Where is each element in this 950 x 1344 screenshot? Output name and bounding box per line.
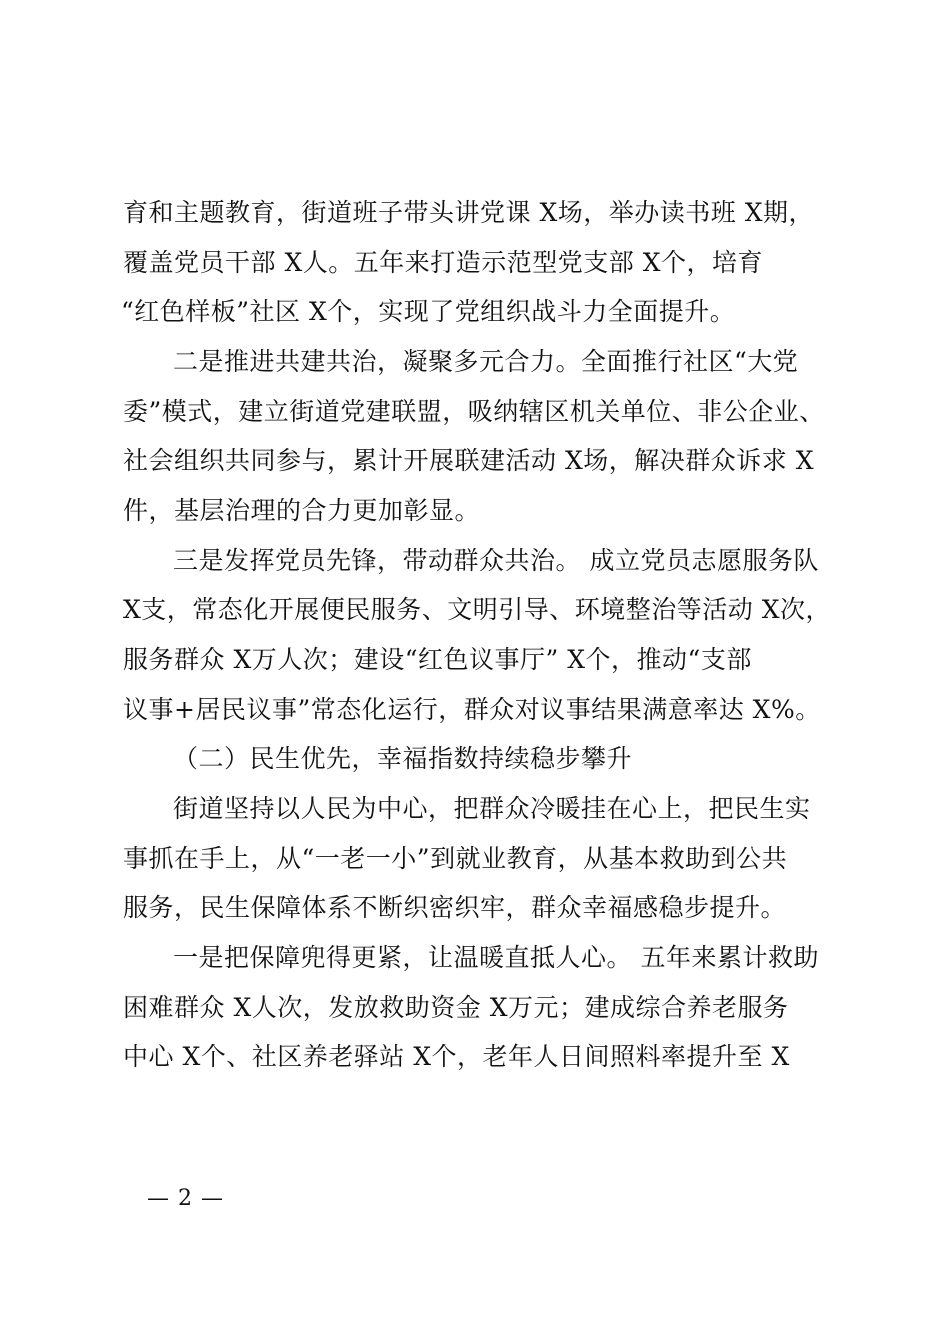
page-number: — 2 — bbox=[147, 1186, 224, 1211]
text-line-17: 困难群众 X人次，发放救助资金 X万元；建成综合养老服务 bbox=[123, 993, 789, 1022]
text-line-14: 事抓在手上，从“一老一小”到就业教育，从基本救助到公共 bbox=[123, 844, 788, 873]
text-line-1: 育和主题教育，街道班子带头讲党课 X场，举办读书班 X期， bbox=[123, 198, 814, 227]
text-line-3: “红色样板”社区 X个，实现了党组织战斗力全面提升。 bbox=[121, 297, 736, 326]
text-line-13: 街道坚持以人民为中心，把群众冷暖挂在心上，把民生实 bbox=[173, 794, 811, 823]
text-line-10: 服务群众 X万人次；建设“红色议事厅” X个，推动“支部 bbox=[123, 645, 752, 674]
text-line-8: 三是发挥党员先锋，带动群众共治。 成立党员志愿服务队 bbox=[173, 546, 819, 575]
text-line-7: 件，基层治理的合力更加彰显。 bbox=[123, 496, 481, 525]
text-line-11: 议事+居民议事”常态化运行，群众对议事结果满意率达 X%。 bbox=[123, 695, 821, 724]
text-line-5: 委”模式，建立街道党建联盟，吸纳辖区机关单位、非公企业、 bbox=[123, 397, 825, 426]
text-line-6: 社会组织共同参与，累计开展联建活动 X场，解决群众诉求 X bbox=[123, 446, 814, 475]
text-line-9: X支，常态化开展便民服务、文明引导、环境整治等活动 X次， bbox=[123, 595, 832, 624]
text-line-18: 中心 X个、社区养老驿站 X个，老年人日间照料率提升至 X bbox=[123, 1042, 790, 1071]
text-line-16: 一是把保障兜得更紧，让温暖直抵人心。 五年来累计救助 bbox=[173, 943, 819, 972]
text-line-4: 二是推进共建共治，凝聚多元合力。全面推行社区“大党 bbox=[173, 347, 799, 376]
text-line-15: 服务，民生保障体系不断织密织牢，群众幸福感稳步提升。 bbox=[123, 893, 787, 922]
text-line-2: 覆盖党员干部 X人。五年来打造示范型党支部 X个，培育 bbox=[123, 248, 763, 277]
section-heading: （二）民生优先，幸福指数持续稳步攀升 bbox=[173, 744, 633, 773]
